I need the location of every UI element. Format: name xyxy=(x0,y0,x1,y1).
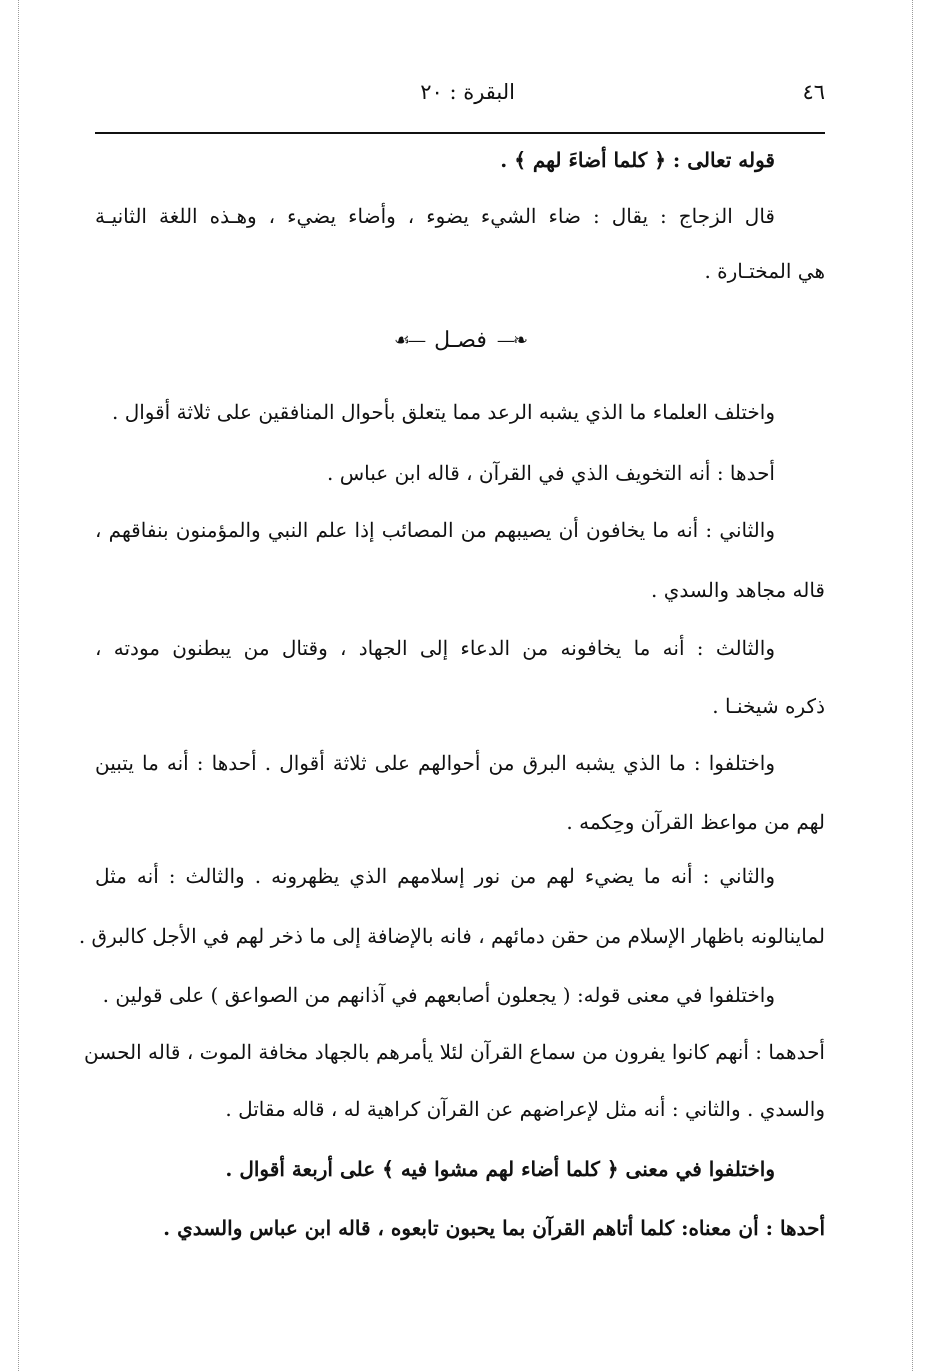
text-line: قال الزجاج : يقال : ضاء الشيء يضوء ، وأضاء يضيء ، وهـذه اللغة الثانيـة xyxy=(95,204,775,228)
text-line: قاله مجاهد والسدي . xyxy=(651,578,825,602)
header-rule xyxy=(95,132,825,134)
text-line: والسدي . والثاني : أنه مثل لإعراضهم عن القرآن كراهية له ، قاله مقاتل . xyxy=(225,1097,825,1121)
text-line: واختلفوا في معنى قوله: ( يجعلون أصابعهم في آذانهم من الصواعق ) على قولين . xyxy=(102,983,775,1007)
text-line: لهم من مواعظ القرآن وحِكمه . xyxy=(566,810,825,834)
text-line: والثالث : أنه ما يخافونه من الدعاء إلى الجهاد ، وقتال من يبطنون مودته ، xyxy=(95,636,775,660)
book-page xyxy=(78,60,825,1360)
section-heading xyxy=(95,324,825,356)
page-number: ٤٦ xyxy=(802,80,825,104)
text-line: ذكره شيخنـا . xyxy=(712,694,825,718)
text-line: لماينالونه باظهار الإسلام من حقن دمائهم ، فانه بالإضافة إلى ما ذخر لهم في الأجل كالبرق . xyxy=(78,924,825,948)
verse-heading: قوله تعالى : ﴿ كلما أضاءَ لهم ﴾ . xyxy=(500,148,775,172)
surah-reference: البقرة : ٢٠ xyxy=(420,80,515,104)
text-line: هي المختـارة . xyxy=(704,259,825,283)
text-line: والثاني : أنه ما يخافون أن يصيبهم من المصائب إذا علم النبي والمؤمنون بنفاقهم ، xyxy=(95,518,775,542)
text-line: أحدها : أن معناه: كلما أتاهم القرآن بما يحبون تابعوه ، قاله ابن عباس والسدي . xyxy=(163,1216,825,1240)
text-line: أحدهما : أنهم كانوا يفرون من سماع القرآن لئلا يأمرهم بالجهاد مخافة الموت ، قاله الحسن xyxy=(84,1040,825,1064)
text-line: واختلفوا : ما الذي يشبه البرق من أحوالهم على ثلاثة أقوال . أحدها : أنه ما يتبين xyxy=(95,751,775,775)
running-header xyxy=(95,72,825,112)
text-line: واختلف العلماء ما الذي يشبه الرعد مما يتعلق بأحوال المنافقين على ثلاثة أقوال . xyxy=(111,400,775,424)
ornament-icon: ❧— xyxy=(496,330,526,351)
ornament-icon: —☙ xyxy=(394,330,425,351)
text-line: واختلفوا في معنى ﴿ كلما أضاء لهم مشوا فيه ﴾ على أربعة أقوال . xyxy=(225,1157,775,1181)
right-margin-guide xyxy=(912,0,913,1371)
text-line: أحدها : أنه التخويف الذي في القرآن ، قاله ابن عباس . xyxy=(327,461,775,485)
left-margin-guide xyxy=(18,0,19,1371)
text-line: والثاني : أنه ما يضيء لهم من نور إسلامهم الذي يظهرونه . والثالث : أنه مثل xyxy=(95,864,775,888)
section-title: فصـل xyxy=(434,328,487,353)
